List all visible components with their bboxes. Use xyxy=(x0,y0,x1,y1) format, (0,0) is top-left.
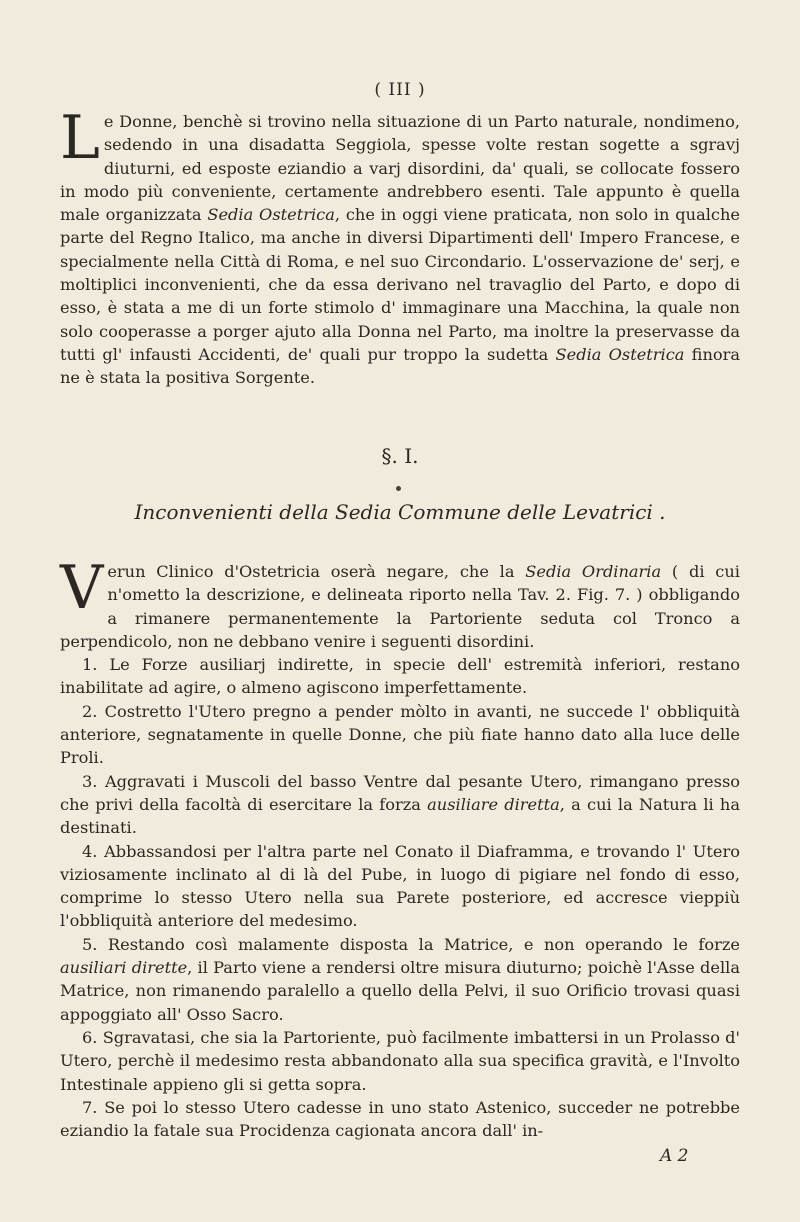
list-item xyxy=(60,933,740,1026)
item-term: ausiliari dirette xyxy=(60,958,188,978)
intro-text: e Donne, benchè si trovino nella situazione di un Parto naturale, nondimeno, sedendo in una disadatta Seggiola, spesse volte restan sogette a sgravj diuturni, ed esposte eziandio a varj disordini, da' quali, se collocate fossero in modo più conveniente, certamente andrebbero esenti. Tale appunto è quella male organizzata xyxy=(60,112,740,225)
item-text: 2. Costretto l'Utero pregno a pender mòlto in avanti, ne succede l' obbliquità anteriore, segnatamente in quelle Donne, che più fiate hanno dato alla luce delle Proli. xyxy=(60,701,740,768)
item-text: 4. Abbassandosi per l'altra parte nel Conato il Diaframma, e trovando l' Utero viziosamente inclinato al di là del Pube, in luogo di pigiare nel fondo di esso, comprime lo stesso Utero nella sua Parete posteriore, ed accresce vieppiù l'obbliquità anteriore del medesimo. xyxy=(60,841,740,931)
dropcap-letter: L xyxy=(60,103,100,173)
list-item xyxy=(60,1026,740,1096)
section-intro-text-2: ( di cui n'ometto la descrizione, e delineata riporto nella Tav. 2. Fig. 7. ) obbligando a rimanere permanentemente la Partoriente seduta col Tronco a perpendicolo, non ne debbano venire i seguenti disordini. xyxy=(60,562,740,651)
section-intro-text: erun Clinico d'Ostetricia oserà negare, che la xyxy=(107,562,515,581)
dot-ornament xyxy=(396,486,401,491)
term-sedia-ordinaria: Sedia Ordinaria xyxy=(525,562,662,581)
item-text: 7. Se poi lo stesso Utero cadesse in uno stato Astenico, succeder ne potrebbe eziandio la fatale sua Procidenza cagionata ancora dall' in- xyxy=(60,1097,740,1141)
section-title: Inconvenienti della Sedia Commune delle Levatrici . xyxy=(134,500,666,524)
intro-text-3: finora ne è stata la positiva Sorgente. xyxy=(60,344,741,388)
intro-paragraph xyxy=(60,103,741,390)
page-number: ( III ) xyxy=(374,80,426,100)
item-text: 3. Aggravati i Muscoli del basso Ventre dal pesante Utero, rimangano presso che privi della facoltà di esercitare la forza xyxy=(60,771,740,814)
item-text: , il Parto viene a rendersi oltre misura diuturno; poichè l'Asse della Matrice, non rimanendo paralello a quello della Pelvi, il suo Orificio trovasi quasi appoggiato all' Osso Sacro. xyxy=(60,958,740,1024)
list-item xyxy=(60,653,740,700)
item-text: 1. Le Forze ausiliarj indirette, in specie dell' estremità inferiori, restano inabilitate ad agire, o almeno agiscono imperfettamente. xyxy=(60,655,740,698)
dropcap-letter-v: V xyxy=(60,553,104,623)
list-item xyxy=(60,840,740,933)
term-sedia-ostetrica-2: Sedia Ostetrica xyxy=(555,344,685,364)
list-item xyxy=(60,700,740,770)
list-item xyxy=(60,770,740,840)
section-mark: §. I. xyxy=(381,444,419,468)
section-body xyxy=(60,553,740,1142)
section-intro xyxy=(60,553,740,653)
item-term: ausiliare diretta xyxy=(427,794,560,814)
item-text: , a cui la Natura li ha destinati. xyxy=(60,794,740,838)
item-text: 5. Restando così malamente disposta la Matrice, e non operando le forze xyxy=(82,934,740,954)
list-item xyxy=(60,1096,740,1143)
item-text: 6. Sgravatasi, che sia la Partoriente, può facilmente imbattersi in un Prolasso d' Utero, perchè il medesimo resta abbandonato alla sua specifica gravità, e l'Involto Intestinale appieno gli si getta sopra. xyxy=(60,1027,740,1094)
term-sedia-ostetrica: Sedia Ostetrica xyxy=(207,205,335,225)
intro-text-2: , che in oggi viene praticata, non solo in qualche parte del Regno Italico, ma anche in diversi Dipartimenti dell' Impero Francese, e specialmente nella Città di Roma, e nel suo Circondario. L'osservazione de' serj, e moltiplici inconvenienti, che da essa derivano nel travaglio del Parto, e dopo di esso, è stata a me di un forte stimolo d' immaginare una Macchina, la quale non solo cooperasse a porger ajuto alla Donna nel Parto, ma inoltre la preservasse da tutti gl' infausti Accidenti, de' quali pur troppo la sudetta xyxy=(60,205,740,364)
signature-mark: A 2 xyxy=(660,1146,689,1166)
